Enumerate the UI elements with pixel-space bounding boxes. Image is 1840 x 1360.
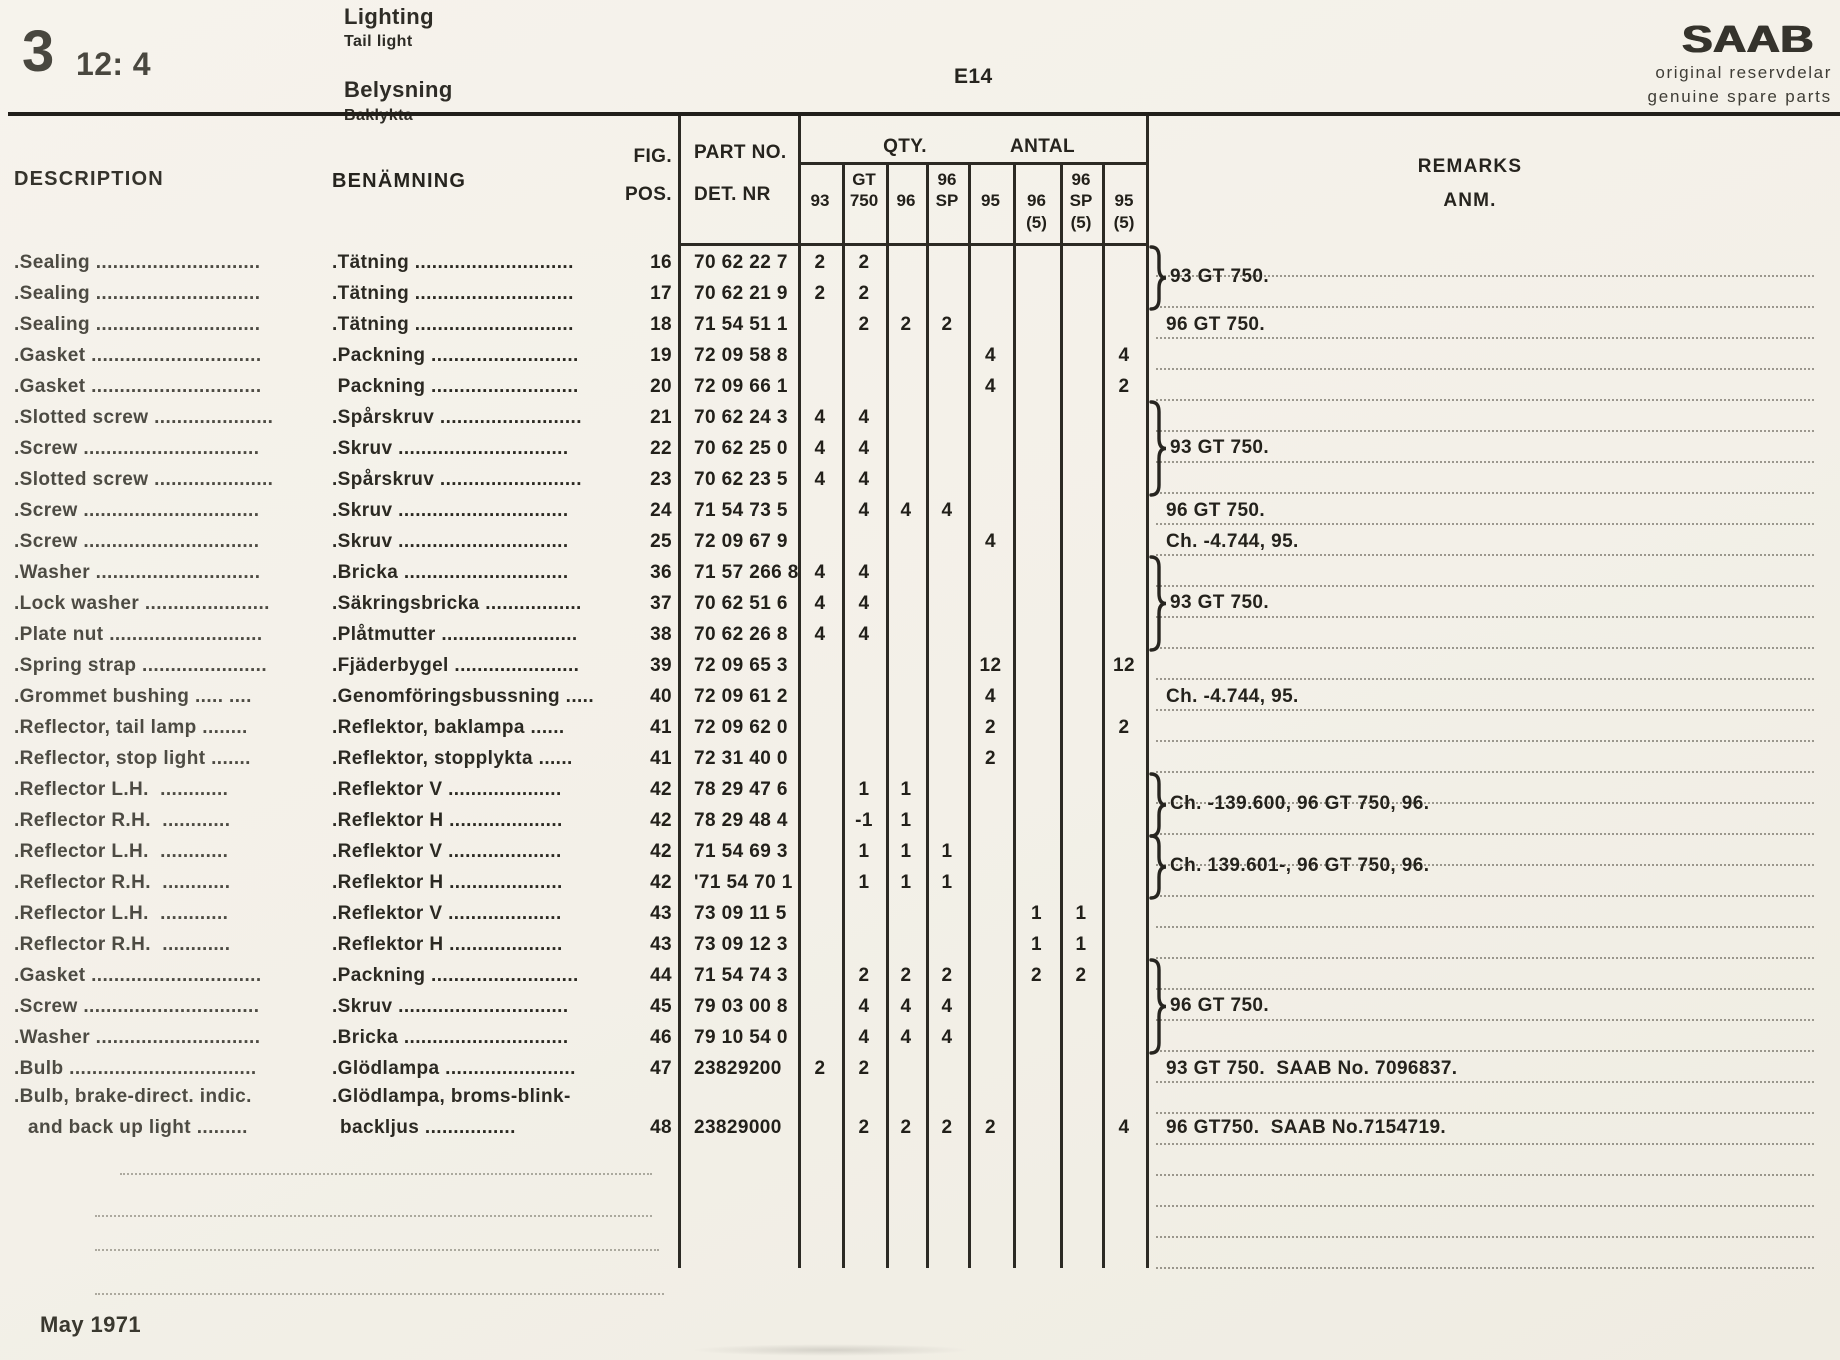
remarks-dotted-line [1156, 1019, 1814, 1021]
remarks-dotted-line [1156, 926, 1814, 928]
qty-cell: 2 [858, 1117, 870, 1138]
benamning-cell: .Tätning ............................ [332, 283, 574, 304]
remarks-dotted-line [1156, 1236, 1814, 1238]
qty-cell: 4 [814, 624, 826, 645]
section-number: 3 [22, 19, 55, 84]
col-fig-line1: FIG. [633, 146, 672, 167]
benamning-cell: .Tätning ............................ [332, 314, 574, 335]
description-cell: .Sealing ............................. [14, 283, 261, 304]
qty-cell: 1 [1031, 934, 1042, 955]
qty-cell: 2 [1075, 965, 1087, 986]
qty-cell: 2 [1118, 376, 1130, 397]
fig-pos-cell: 36 [650, 562, 672, 583]
remarks-dotted-line [1156, 306, 1814, 308]
fig-pos-cell: 23 [650, 469, 672, 490]
description-cell: .Spring strap ...................... [14, 655, 267, 676]
remarks-dotted-line [1156, 554, 1814, 556]
benamning-cell: .Plåtmutter ........................ [332, 624, 578, 645]
footer-dotted-line [95, 1215, 652, 1217]
description-cell: .Slotted screw ..................... [14, 407, 274, 428]
part-number-cell: 72 09 67 9 [694, 531, 788, 552]
footer-dotted-line [95, 1293, 664, 1295]
part-number-cell: 72 09 66 1 [694, 376, 788, 397]
remark-brace [1148, 245, 1168, 311]
benamning-cell: .Reflektor V .................... [332, 779, 562, 800]
part-number-cell: 70 62 23 5 [694, 469, 788, 490]
description-cell: .Washer ............................. [14, 1027, 261, 1048]
part-number-cell: 79 03 00 8 [694, 996, 788, 1017]
description-cell: .Reflector, tail lamp ........ [14, 717, 248, 738]
fig-pos-cell: 17 [650, 283, 672, 304]
remark-brace [1148, 772, 1168, 838]
part-number-cell: 72 31 40 0 [694, 748, 788, 769]
benamning-cell: .Spårskruv ......................... [332, 469, 582, 490]
part-number-cell: 70 62 26 8 [694, 624, 788, 645]
description-cell: .Reflector R.H. ............ [14, 934, 231, 955]
qty-header-rule [798, 162, 1146, 165]
benamning-cell: .Skruv .............................. [332, 531, 569, 552]
qty-cell: 2 [858, 1058, 870, 1079]
description-cell: .Screw ............................... [14, 500, 260, 521]
qty-cell: 1 [858, 872, 870, 893]
remarks-dotted-line [1156, 647, 1814, 649]
description-cell: .Lock washer ...................... [14, 593, 270, 614]
col-description: DESCRIPTION [14, 168, 164, 190]
remark-text: Ch. 139.601-, 96 GT 750, 96. [1170, 855, 1430, 876]
qty-cell: 4 [900, 500, 912, 521]
benamning-cell: .Reflektor V .................... [332, 903, 562, 924]
part-number-cell: 71 54 51 1 [694, 314, 788, 335]
header-rule [8, 112, 1840, 116]
qty-column-header: 96 [1027, 191, 1046, 210]
qty-cell: 2 [814, 1058, 826, 1079]
fig-pos-cell: 25 [650, 531, 672, 552]
benamning-cell: .Skruv .............................. [332, 500, 569, 521]
description-cell: .Slotted screw ..................... [14, 469, 274, 490]
table-header-rule [678, 243, 1146, 246]
part-number-cell: 71 57 266 8 [694, 562, 799, 583]
fig-pos-cell: 24 [650, 500, 672, 521]
benamning-cell: .Reflektor, stopplykta ...... [332, 748, 573, 769]
title-en: Lighting [344, 4, 434, 29]
remarks-dotted-line [1156, 678, 1814, 680]
qty-cell: 1 [900, 779, 912, 800]
qty-column-header: (5) [1070, 213, 1092, 232]
qty-column-header: 750 [849, 191, 879, 210]
qty-cell: 4 [858, 593, 870, 614]
remarks-dotted-line [1156, 523, 1814, 525]
qty-cell: 4 [900, 996, 912, 1017]
qty-column-header: (5) [1026, 213, 1047, 232]
remarks-dotted-line [1156, 461, 1814, 463]
qty-cell: 4 [985, 686, 996, 707]
part-number-cell: 70 62 22 7 [694, 252, 788, 273]
description-cell-line2: and back up light ......... [28, 1117, 248, 1138]
remark-text: 96 GT 750. [1166, 500, 1266, 521]
remarks-dotted-line [1156, 740, 1814, 742]
qty-cell: 1 [858, 779, 870, 800]
description-cell: .Sealing ............................. [14, 252, 261, 273]
part-number-cell: 70 62 21 9 [694, 283, 788, 304]
description-cell: .Plate nut ........................... [14, 624, 263, 645]
qty-cell: 2 [941, 314, 953, 335]
remarks-dotted-line [1156, 616, 1814, 618]
description-cell: .Bulb ................................. [14, 1058, 257, 1079]
qty-cell: 2 [858, 314, 870, 335]
remark-text: 96 GT750. SAAB No.7154719. [1166, 1117, 1447, 1138]
qty-cell: 1 [900, 841, 912, 862]
qty-cell: 12 [1113, 655, 1135, 676]
col-part-line1: PART NO. [694, 142, 787, 163]
footer-date: May 1971 [40, 1312, 142, 1337]
qty-column-header: 93 [810, 191, 830, 210]
description-cell: .Bulb, brake-direct. indic. [14, 1086, 252, 1107]
qty-cell: 4 [858, 469, 870, 490]
qty-cell: 12 [979, 655, 1002, 676]
fig-pos-cell: 19 [650, 345, 672, 366]
remarks-dotted-line [1156, 1081, 1814, 1083]
qty-cell: 4 [1118, 1117, 1130, 1138]
qty-cell: 4 [858, 996, 870, 1017]
qty-cell: 4 [985, 531, 996, 552]
description-cell: .Washer ............................. [14, 562, 261, 583]
benamning-cell: .Reflektor, baklampa ...... [332, 717, 565, 738]
part-number-cell: 71 54 73 5 [694, 500, 788, 521]
fig-pos-cell: 42 [650, 779, 672, 800]
description-cell: .Reflector R.H. ............ [14, 872, 231, 893]
part-number-cell: 78 29 48 4 [694, 810, 788, 831]
remarks-dotted-line [1156, 895, 1814, 897]
standard-code: E14 [954, 65, 993, 88]
qty-cell: 1 [941, 841, 953, 862]
qty-cell: 2 [900, 314, 912, 335]
part-number-cell: 70 62 24 3 [694, 407, 788, 428]
benamning-cell: .Reflektor V .................... [332, 841, 562, 862]
remarks-dotted-line [1156, 1050, 1814, 1052]
qty-cell: 4 [985, 376, 996, 397]
description-cell: .Reflector L.H. ............ [14, 779, 229, 800]
part-number-cell: 72 09 58 8 [694, 345, 788, 366]
qty-cell: 2 [985, 1117, 996, 1138]
remark-text: 93 GT 750. SAAB No. 7096837. [1166, 1058, 1458, 1079]
fig-pos-cell: 42 [650, 810, 672, 831]
footer-dotted-line [95, 1249, 659, 1251]
remark-text: 96 GT 750. [1166, 314, 1266, 335]
qty-column-header: GT [852, 170, 876, 189]
fig-pos-cell: 43 [650, 903, 672, 924]
part-number-cell: 72 09 62 0 [694, 717, 788, 738]
benamning-cell: .Packning .......................... [332, 345, 579, 366]
qty-cell: 2 [1118, 717, 1130, 738]
description-cell: .Reflector L.H. ............ [14, 903, 229, 924]
footer-dotted-line [120, 1173, 652, 1175]
remark-text: 96 GT 750. [1170, 994, 1270, 1016]
remark-text: Ch. -4.744, 95. [1166, 686, 1299, 707]
qty-cell: 1 [900, 810, 912, 831]
fig-pos-cell: 38 [650, 624, 672, 645]
qty-cell: 4 [814, 438, 826, 459]
fig-pos-cell: 41 [650, 748, 672, 769]
fig-pos-cell: 44 [650, 965, 672, 986]
qty-cell: 2 [858, 965, 870, 986]
description-cell: .Reflector R.H. ............ [14, 810, 231, 831]
benamning-cell: Packning .......................... [332, 376, 579, 397]
fig-pos-cell: 18 [650, 314, 672, 335]
remarks-dotted-line [1156, 957, 1814, 959]
description-cell: .Screw ............................... [14, 438, 260, 459]
part-number-cell: 72 09 65 3 [694, 655, 788, 676]
fig-pos-cell: 22 [650, 438, 672, 459]
remarks-dotted-line [1156, 492, 1814, 494]
col-antal: ANTAL [1010, 136, 1075, 157]
saab-logo: SAAB [1682, 17, 1814, 61]
qty-cell: 4 [814, 562, 826, 583]
fig-pos-cell: 37 [650, 593, 672, 614]
description-cell: .Gasket .............................. [14, 376, 262, 397]
remarks-dotted-line [1156, 337, 1814, 339]
part-number-cell: 71 54 74 3 [694, 965, 788, 986]
qty-cell: 4 [814, 469, 826, 490]
section-page: 12: 4 [76, 46, 151, 82]
qty-cell: 2 [985, 717, 996, 738]
qty-column-header: 96 [937, 170, 957, 189]
qty-cell: 1 [858, 841, 870, 862]
qty-cell: -1 [855, 810, 873, 831]
col-remarks-line1: REMARKS [1417, 156, 1523, 177]
benamning-cell: .Glödlampa ....................... [332, 1058, 576, 1079]
qty-cell: 4 [1118, 345, 1130, 366]
subtitle-sv [344, 105, 413, 127]
description-cell: .Screw ............................... [14, 531, 260, 552]
remarks-dotted-line [1156, 1174, 1814, 1176]
part-number-cell: 71 54 69 3 [694, 841, 788, 862]
remarks-dotted-line [1156, 1267, 1814, 1269]
col-fig-line2: POS. [624, 184, 672, 205]
remark-text: Ch. -139.600, 96 GT 750, 96. [1170, 793, 1430, 814]
benamning-cell: .Genomföringsbussning ..... [332, 686, 595, 707]
benamning-cell: .Reflektor H .................... [332, 934, 563, 955]
description-cell: .Gasket .............................. [14, 345, 262, 366]
remark-brace [1148, 400, 1168, 497]
benamning-cell: .Reflektor H .................... [332, 872, 563, 893]
qty-cell: 4 [858, 407, 870, 428]
qty-column-header: (5) [1113, 213, 1135, 232]
benamning-cell: .Bricka ............................. [332, 1027, 569, 1048]
remarks-dotted-line [1156, 368, 1814, 370]
title-sv: Belysning [344, 77, 453, 102]
benamning-cell-line2: backljus ................ [340, 1117, 516, 1138]
description-cell: .Screw ............................... [14, 996, 260, 1017]
part-number-cell: 79 10 54 0 [694, 1027, 788, 1048]
fig-pos-cell: 42 [650, 841, 672, 862]
description-cell: .Reflector, stop light ....... [14, 748, 251, 769]
description-cell: .Grommet bushing ..... .... [14, 686, 252, 707]
fig-pos-cell: 39 [650, 655, 672, 676]
col-part-line2: DET. NR [694, 184, 771, 205]
fig-pos-cell: 47 [650, 1058, 672, 1079]
qty-cell: 4 [858, 1027, 870, 1048]
qty-cell: 4 [941, 996, 953, 1017]
qty-cell: 2 [814, 252, 826, 273]
qty-cell: 4 [814, 407, 826, 428]
qty-cell: 2 [900, 1117, 912, 1138]
table-vertical-rule [1060, 165, 1063, 1268]
benamning-cell: .Spårskruv ......................... [332, 407, 582, 428]
fig-pos-cell: 42 [650, 872, 672, 893]
remark-text: 93 GT 750. [1170, 591, 1270, 613]
qty-column-header: 95 [1114, 191, 1134, 210]
qty-column-header: 95 [981, 191, 1000, 210]
qty-cell: 2 [1031, 965, 1042, 986]
benamning-cell: .Säkringsbricka ................. [332, 593, 582, 614]
remarks-dotted-line [1156, 1143, 1814, 1145]
description-cell: .Gasket .............................. [14, 965, 262, 986]
subtitle-en: Tail light [344, 33, 413, 50]
qty-cell: 4 [814, 593, 826, 614]
table-vertical-rule [678, 116, 681, 1268]
qty-column-header: SP [935, 191, 959, 210]
remark-text: 93 GT 750. [1170, 266, 1270, 287]
fig-pos-cell: 43 [650, 934, 672, 955]
fig-pos-cell: 41 [650, 717, 672, 738]
col-remarks-line2: ANM. [1443, 190, 1497, 211]
remarks-dotted-line [1156, 709, 1814, 711]
brand-tagline-en: genuine spare parts [1647, 87, 1832, 106]
qty-cell: 2 [941, 965, 953, 986]
benamning-cell: .Glödlampa, broms-blink- [332, 1086, 571, 1107]
col-benamning: BENÄMNING [332, 170, 467, 192]
remarks-dotted-line [1156, 1112, 1814, 1114]
qty-cell: 2 [814, 283, 826, 304]
part-number-cell: '71 54 70 1 [694, 872, 793, 893]
remark-brace [1148, 834, 1168, 900]
qty-cell: 4 [900, 1027, 912, 1048]
qty-column-header: SP [1069, 191, 1093, 210]
benamning-cell: .Skruv .............................. [332, 438, 569, 459]
qty-cell: 1 [941, 872, 953, 893]
fig-pos-cell: 48 [650, 1117, 672, 1138]
remark-brace [1148, 958, 1168, 1055]
table-vertical-rule [1013, 165, 1016, 1268]
remarks-dotted-line [1156, 430, 1814, 432]
col-qty: QTY. [883, 136, 927, 157]
qty-cell: 4 [941, 500, 953, 521]
part-number-cell: 72 09 61 2 [694, 686, 788, 707]
qty-cell: 4 [985, 345, 996, 366]
fig-pos-cell: 45 [650, 996, 672, 1017]
fig-pos-cell: 16 [650, 252, 672, 273]
benamning-cell: .Fjäderbygel ...................... [332, 655, 580, 676]
qty-cell: 4 [858, 562, 870, 583]
qty-cell: 4 [941, 1027, 953, 1048]
description-cell: .Reflector L.H. ............ [14, 841, 229, 862]
part-number-cell: 23829200 [694, 1058, 782, 1079]
remarks-dotted-line [1156, 771, 1814, 773]
part-number-cell: 70 62 25 0 [694, 438, 788, 459]
fig-pos-cell: 40 [650, 686, 672, 707]
remark-brace [1148, 555, 1168, 652]
qty-cell: 1 [1075, 934, 1087, 955]
remark-text: 93 GT 750. [1170, 436, 1270, 458]
qty-cell: 4 [858, 438, 870, 459]
fig-pos-cell: 20 [650, 376, 672, 397]
fig-pos-cell: 46 [650, 1027, 672, 1048]
benamning-cell: .Bricka ............................. [332, 562, 569, 583]
qty-column-header: 96 [896, 191, 916, 210]
part-number-cell: 70 62 51 6 [694, 593, 788, 614]
qty-cell: 2 [858, 283, 870, 304]
qty-cell: 1 [1031, 903, 1042, 924]
benamning-cell: .Packning .......................... [332, 965, 579, 986]
qty-cell: 2 [858, 252, 870, 273]
qty-cell: 4 [858, 624, 870, 645]
scan-smudge [690, 1344, 970, 1356]
remarks-dotted-line [1156, 1205, 1814, 1207]
part-number-cell: 73 09 12 3 [694, 934, 788, 955]
benamning-cell: .Tätning ............................ [332, 252, 574, 273]
qty-cell: 1 [1075, 903, 1087, 924]
part-number-cell: 23829000 [694, 1117, 782, 1138]
remarks-dotted-line [1156, 585, 1814, 587]
qty-cell: 2 [900, 965, 912, 986]
qty-column-header: 96 [1071, 170, 1091, 189]
remark-text: Ch. -4.744, 95. [1166, 531, 1299, 552]
description-cell: .Sealing ............................. [14, 314, 261, 335]
qty-cell: 2 [941, 1117, 953, 1138]
part-number-cell: 73 09 11 5 [694, 903, 787, 924]
remarks-dotted-line [1156, 988, 1814, 990]
fig-pos-cell: 21 [650, 407, 672, 428]
qty-cell: 1 [900, 872, 912, 893]
qty-cell: 2 [985, 748, 996, 769]
benamning-cell: .Skruv .............................. [332, 996, 569, 1017]
remarks-dotted-line [1156, 399, 1814, 401]
benamning-cell: .Reflektor H .................... [332, 810, 563, 831]
part-number-cell: 78 29 47 6 [694, 779, 788, 800]
brand-tagline-sv: original reservdelar [1655, 63, 1832, 82]
qty-cell: 4 [858, 500, 870, 521]
remarks-dotted-line [1156, 833, 1814, 835]
